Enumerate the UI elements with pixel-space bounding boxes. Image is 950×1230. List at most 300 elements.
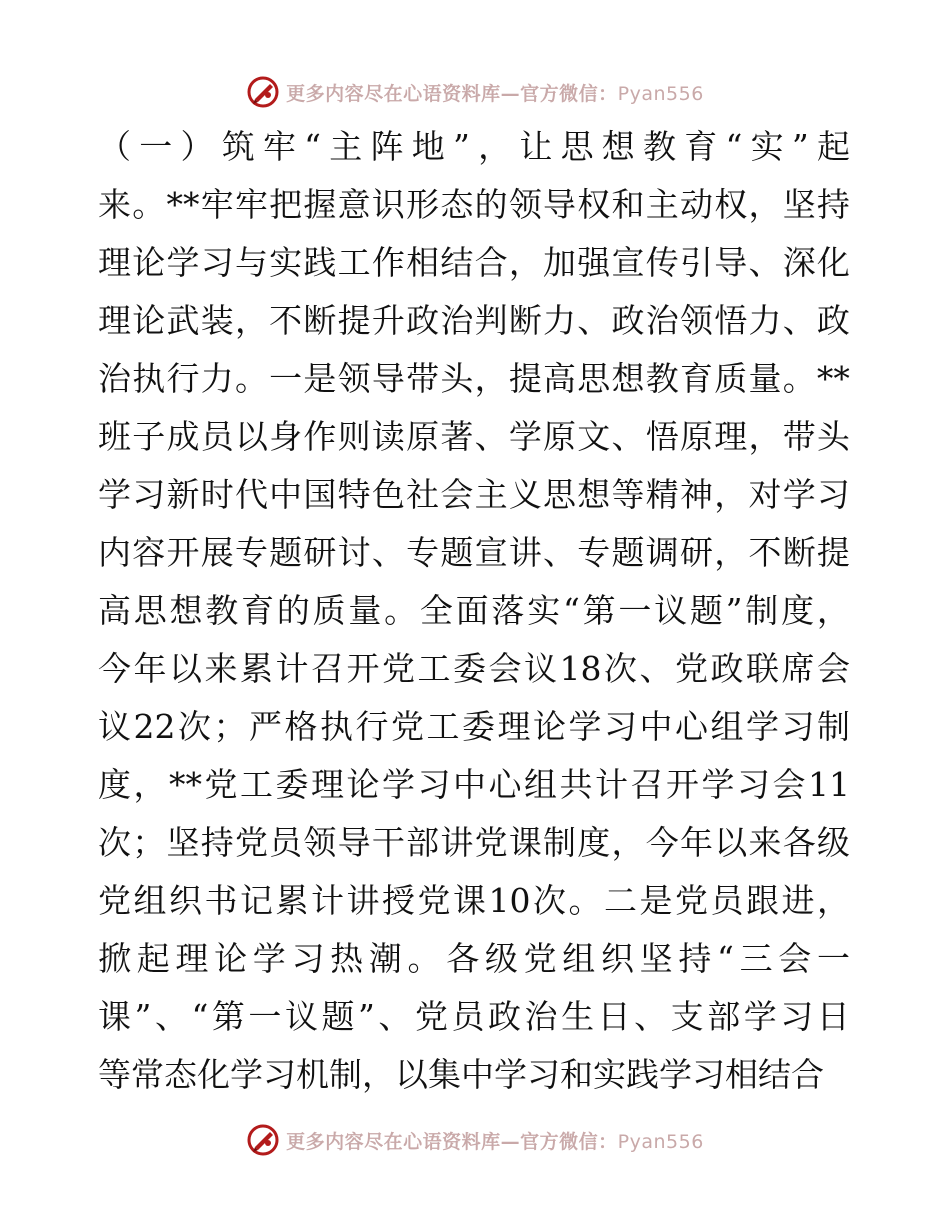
paragraph-char: 判 (474, 301, 508, 340)
paragraph-char: 各 (782, 823, 816, 862)
paragraph-line (98, 234, 850, 292)
paragraph-char: 学 (659, 1055, 692, 1094)
paragraph-line (98, 292, 850, 350)
paragraph-char: 教 (643, 127, 677, 166)
paragraph-char: 第 (582, 591, 616, 630)
paragraph-line (98, 582, 850, 640)
paragraph-char: 和 (560, 1055, 593, 1094)
paragraph-char: 组 (562, 939, 596, 978)
paragraph-char: 累 (240, 649, 273, 688)
paragraph-char: ， (816, 591, 850, 630)
paragraph-char: 的 (276, 591, 310, 630)
paragraph-char: 委 (453, 649, 486, 688)
paragraph-char: 机 (296, 1055, 329, 1094)
paragraph-char: 头 (440, 359, 474, 398)
paragraph-char: 、 (748, 243, 782, 282)
watermark-wechat-id: Pyan556 (617, 82, 704, 105)
paragraph-char: 实 (750, 127, 784, 166)
paragraph-char: 专 (406, 533, 440, 572)
paragraph-char: 会 (488, 649, 522, 688)
paragraph-char: 今 (645, 823, 679, 862)
paragraph-char: 书 (204, 881, 238, 920)
paragraph-char: 把 (269, 185, 303, 224)
paragraph-char: 育 (679, 359, 713, 398)
paragraph-char: 学 (230, 1055, 263, 1094)
paragraph-char: ** (816, 359, 850, 398)
paragraph-char: 治 (440, 301, 474, 340)
paragraph-char: 政 (488, 997, 521, 1036)
paragraph-char: ， (362, 1055, 395, 1094)
paragraph-char: 格 (284, 707, 318, 746)
document-body (98, 118, 850, 1104)
paragraph-char: 强 (577, 243, 611, 282)
paragraph-char: 开 (166, 533, 200, 572)
paragraph-char: 习 (132, 475, 166, 514)
paragraph-char: 习 (291, 939, 325, 978)
paragraph-char: 员 (269, 823, 303, 862)
paragraph-char: 化 (816, 243, 850, 282)
paragraph-char: 研 (679, 533, 713, 572)
paragraph-char: 员 (451, 997, 485, 1036)
paragraph-char: 中 (461, 1055, 494, 1094)
paragraph-char: 实 (269, 243, 303, 282)
paragraph-char: 严 (249, 707, 282, 746)
paragraph-char: 日 (816, 997, 850, 1036)
paragraph-char: 习 (780, 997, 814, 1036)
paragraph-char: 席 (781, 649, 815, 688)
paragraph-char: 习 (816, 475, 850, 514)
paragraph-char: 引 (679, 243, 713, 282)
paragraph-char: 党 (417, 881, 451, 920)
paragraph-char: 中 (453, 765, 486, 804)
paragraph-char: 度 (781, 591, 815, 630)
paragraph-char: 。 (132, 185, 166, 224)
paragraph-char: 一 (269, 359, 303, 398)
paragraph-char: 今 (98, 649, 131, 688)
paragraph-char: 、 (782, 301, 816, 340)
paragraph-char: 组 (710, 707, 744, 746)
paragraph-char: ， (748, 417, 782, 456)
paragraph-char: 委 (462, 707, 495, 746)
paragraph-char: 权 (577, 185, 611, 224)
paragraph-char: 学 (743, 997, 777, 1036)
paragraph-char: 一 (248, 997, 282, 1036)
paragraph-char: 武 (166, 301, 200, 340)
paragraph-char: 心 (675, 707, 708, 746)
paragraph-char: 神 (679, 475, 713, 514)
paragraph-char: 让 (519, 127, 553, 166)
watermark-inner (246, 75, 704, 109)
paragraph-char: 容 (132, 533, 166, 572)
paragraph-char: 主 (645, 185, 679, 224)
paragraph-char: 议 (654, 591, 688, 630)
paragraph-char: 论 (214, 939, 248, 978)
paragraph-char: 筑 (221, 127, 255, 166)
paragraph-char: 。 (407, 939, 441, 978)
paragraph-char: 治 (645, 301, 679, 340)
paragraph-line (98, 872, 850, 930)
paragraph-char: 日 (597, 997, 631, 1036)
paragraph-char: 讲 (508, 533, 542, 572)
paragraph-char: 党 (204, 765, 238, 804)
paragraph-char: 会 (772, 765, 806, 804)
paragraph-char: 一 (816, 939, 850, 978)
paragraph-char: 断 (508, 301, 542, 340)
paragraph-char: 召 (311, 649, 344, 688)
paragraph-char: 中 (639, 707, 673, 746)
paragraph-char: 度 (98, 765, 131, 804)
paragraph-char: ” (134, 997, 152, 1036)
paragraph-char: 提 (337, 301, 371, 340)
paragraph-char: 习 (417, 765, 451, 804)
paragraph-char: 带 (782, 417, 816, 456)
paragraph-char: 践 (626, 1055, 659, 1094)
paragraph-char: 领 (337, 359, 371, 398)
paragraph-char: ， (133, 765, 167, 804)
paragraph-char: 调 (645, 533, 679, 572)
paragraph-char: ， (748, 185, 782, 224)
paragraph-char: 党 (523, 939, 557, 978)
paragraph-char: 身 (269, 417, 303, 456)
paragraph-char: 织 (600, 939, 634, 978)
paragraph-char: 以 (169, 649, 202, 688)
paragraph-char: 结 (440, 243, 474, 282)
paragraph-char: 课 (453, 881, 486, 920)
paragraph-char: 不 (748, 533, 782, 572)
paragraph-char: 学 (98, 475, 131, 514)
paragraph-char: 生 (561, 997, 595, 1036)
paragraph-char: 党 (382, 649, 415, 688)
paragraph-char: 导 (337, 823, 371, 862)
paragraph-char: 领 (508, 185, 542, 224)
paragraph-char: 提 (508, 359, 542, 398)
paragraph-char: 量 (748, 359, 782, 398)
paragraph-line (98, 466, 850, 524)
paragraph-char: 持 (678, 939, 712, 978)
paragraph-char: 形 (406, 185, 440, 224)
paragraph-char: 开 (666, 765, 699, 804)
paragraph-char: 带 (406, 359, 440, 398)
paragraph-char: 特 (337, 475, 371, 514)
paragraph-char: 学 (701, 765, 735, 804)
header-watermark (0, 72, 950, 112)
paragraph-char: ， (611, 823, 645, 862)
paragraph-char: 年 (679, 823, 713, 862)
paragraph-char: 牢 (234, 185, 268, 224)
paragraph-line (98, 1046, 850, 1104)
paragraph-char: 记 (240, 881, 273, 920)
paragraph-char: 行 (355, 707, 389, 746)
paragraph-char: 、 (639, 649, 673, 688)
paragraph-char: 热 (330, 939, 364, 978)
paragraph-char: 原 (406, 417, 440, 456)
paragraph-char: 深 (782, 243, 816, 282)
paragraph-char: 牢 (262, 127, 296, 166)
paragraph-line (98, 814, 850, 872)
paragraph-char: 面 (455, 591, 489, 630)
watermark-brand: 更多内容尽在心语资料库—官方微信： (286, 82, 618, 105)
paragraph-char: 坚 (166, 823, 200, 862)
paragraph-char: 学 (166, 243, 200, 282)
paragraph-char: 想 (169, 591, 203, 630)
paragraph-char: 一 (139, 127, 173, 166)
paragraph-char: 、 (474, 417, 508, 456)
paragraph-char: 精 (645, 475, 679, 514)
paragraph-char: 次 (178, 707, 211, 746)
paragraph-char: 级 (484, 939, 518, 978)
paragraph-char: 展 (200, 533, 234, 572)
brand-logo-icon (246, 1123, 280, 1157)
paragraph-char: 思 (560, 127, 594, 166)
paragraph-char: 干 (371, 823, 405, 862)
paragraph-char: 意 (337, 185, 371, 224)
paragraph-char: 作 (371, 243, 405, 282)
paragraph-char: 不 (269, 301, 303, 340)
paragraph-char: 识 (371, 185, 405, 224)
paragraph-char: 领 (303, 823, 337, 862)
paragraph-line (98, 408, 850, 466)
paragraph-char: 育 (684, 127, 718, 166)
paragraph-char: 加 (543, 243, 577, 282)
paragraph-char: 主 (474, 475, 508, 514)
watermark-text (286, 79, 704, 106)
paragraph-char: 宣 (611, 243, 645, 282)
paragraph-char: 潮 (368, 939, 402, 978)
paragraph-line (98, 176, 850, 234)
paragraph-char: 常 (131, 1055, 164, 1094)
paragraph-char: ； (213, 707, 247, 746)
paragraph-char: 合 (791, 1055, 824, 1094)
paragraph-char: 议 (98, 707, 131, 746)
paragraph-char: 。 (234, 359, 268, 398)
paragraph-char: ， (474, 359, 508, 398)
paragraph-char: 心 (488, 765, 522, 804)
paragraph-char: 思 (577, 359, 611, 398)
paragraph-char: 思 (543, 475, 577, 514)
paragraph-char: 断 (303, 301, 337, 340)
paragraph-char: 是 (639, 881, 673, 920)
paragraph-char: 计 (595, 765, 628, 804)
paragraph-char: 党 (98, 881, 131, 920)
paragraph-line (98, 988, 850, 1046)
paragraph-char: 论 (533, 707, 566, 746)
paragraph-char: 思 (133, 591, 167, 630)
paragraph-char: 政 (611, 301, 645, 340)
paragraph-char: 高 (543, 359, 577, 398)
paragraph-char: 论 (346, 765, 380, 804)
footer-watermark (0, 1120, 950, 1160)
paragraph-char: 课 (98, 997, 131, 1036)
paragraph-char: 态 (164, 1055, 197, 1094)
paragraph-char: 来 (98, 185, 131, 224)
paragraph-char: 成 (166, 417, 200, 456)
paragraph-char: 。 (384, 591, 418, 630)
paragraph-char: 工 (337, 243, 371, 282)
paragraph-char: 化 (197, 1055, 230, 1094)
paragraph-char: ” (725, 591, 743, 630)
paragraph-char: 践 (303, 243, 337, 282)
brand-logo-icon (246, 75, 280, 109)
paragraph-char: 导 (714, 243, 748, 282)
paragraph-char: 班 (98, 417, 131, 456)
paragraph-char: 会 (778, 939, 812, 978)
paragraph-char: 高 (98, 591, 131, 630)
paragraph-char: ， (714, 533, 748, 572)
paragraph-char: 读 (371, 417, 405, 456)
paragraph-char: 会 (817, 649, 850, 688)
paragraph-char: 论 (132, 243, 166, 282)
paragraph-char: 掀 (98, 939, 131, 978)
paragraph-char: 级 (816, 823, 850, 862)
paragraph-char: 制 (543, 823, 577, 862)
paragraph-char: 习 (200, 243, 234, 282)
paragraph-line (98, 756, 850, 814)
paragraph-char: 政 (710, 649, 744, 688)
paragraph-char: 习 (692, 1055, 725, 1094)
paragraph-char: 理 (98, 301, 131, 340)
paragraph-char: 宣 (474, 533, 508, 572)
paragraph-char: 色 (371, 475, 405, 514)
paragraph-char: 相 (406, 243, 440, 282)
paragraph-char: 专 (577, 533, 611, 572)
paragraph-char: ） (180, 127, 214, 166)
paragraph-char: ” (358, 997, 375, 1036)
paragraph-char: 课 (508, 823, 542, 862)
paragraph-char: 想 (611, 359, 645, 398)
watermark-inner (246, 1123, 704, 1157)
paragraph-char: 落 (491, 591, 525, 630)
paragraph-char: 等 (611, 475, 645, 514)
paragraph-char: ** (169, 765, 202, 804)
paragraph-char: 治 (98, 359, 131, 398)
paragraph-char: 专 (234, 533, 268, 572)
paragraph-char: 相 (725, 1055, 758, 1094)
paragraph-char: 、 (378, 997, 412, 1036)
paragraph-char: 时 (200, 475, 234, 514)
paragraph-char: 导 (543, 185, 577, 224)
paragraph-char: 组 (133, 881, 167, 920)
paragraph-char: 讲 (346, 881, 380, 920)
paragraph-char: 共 (559, 765, 593, 804)
paragraph-char: 、 (154, 997, 188, 1036)
watermark-brand: 更多内容尽在心语资料库—官方微信： (286, 1130, 618, 1153)
paragraph-char: 党 (675, 881, 708, 920)
paragraph-char: 力 (200, 359, 234, 398)
paragraph-char: 累 (275, 881, 309, 920)
paragraph-char: ； (132, 823, 166, 862)
paragraph-char: 结 (758, 1055, 791, 1094)
paragraph-char: 党 (414, 997, 448, 1036)
paragraph-char: 装 (200, 301, 234, 340)
paragraph-char: 著 (440, 417, 474, 456)
paragraph-char: 以 (714, 823, 748, 862)
paragraph-char: 持 (200, 823, 234, 862)
paragraph-char: 理 (497, 707, 531, 746)
paragraph-char: “ (191, 997, 209, 1036)
paragraph-char: 跟 (746, 881, 779, 920)
paragraph-char: 习 (527, 1055, 560, 1094)
paragraph-char: 力 (748, 301, 782, 340)
paragraph-char: 是 (303, 359, 337, 398)
paragraph-char: 行 (166, 359, 200, 398)
paragraph-char: 理 (98, 243, 131, 282)
paragraph-char: 权 (714, 185, 748, 224)
paragraph-char: 制 (745, 591, 779, 630)
paragraph-char: 题 (440, 533, 474, 572)
paragraph-char: 育 (241, 591, 275, 630)
paragraph-char: 起 (136, 939, 170, 978)
paragraph-char: 集 (428, 1055, 461, 1094)
paragraph-char: 题 (321, 997, 355, 1036)
paragraph-char: 实 (527, 591, 561, 630)
paragraph-char: 力 (543, 301, 577, 340)
paragraph-char: 想 (577, 475, 611, 514)
paragraph-char: 头 (816, 417, 850, 456)
paragraph-char: 论 (132, 301, 166, 340)
paragraph-char: 学 (252, 939, 286, 978)
paragraph-char: 年 (133, 649, 167, 688)
paragraph-char: 理 (714, 417, 748, 456)
paragraph-char: 理 (311, 765, 344, 804)
paragraph-char: （ (98, 127, 131, 166)
paragraph-char: 牢 (200, 185, 234, 224)
paragraph-char: 传 (645, 243, 679, 282)
paragraph-char: 来 (204, 649, 238, 688)
paragraph-char: 和 (611, 185, 645, 224)
paragraph-char: 坚 (639, 939, 673, 978)
paragraph-char: 悟 (645, 417, 679, 456)
paragraph-char: 各 (446, 939, 480, 978)
paragraph-char: 织 (169, 881, 202, 920)
paragraph-char: 执 (132, 359, 166, 398)
paragraph-char: 学 (508, 417, 542, 456)
paragraph-char: 教 (205, 591, 239, 630)
paragraph-char: 制 (817, 707, 850, 746)
paragraph-char: 部 (707, 997, 741, 1036)
paragraph-char: 党 (391, 707, 424, 746)
paragraph-char: 支 (670, 997, 704, 1036)
paragraph-char: 子 (132, 417, 166, 456)
paragraph-char: 研 (303, 533, 337, 572)
paragraph-char: 题 (269, 533, 303, 572)
paragraph-char: 升 (371, 301, 405, 340)
paragraph-char: 则 (337, 417, 371, 456)
paragraph-char: 开 (346, 649, 380, 688)
paragraph-char: 学 (746, 707, 779, 746)
paragraph-char: 进 (781, 881, 815, 920)
paragraph-char: 义 (508, 475, 542, 514)
paragraph-char: 三 (739, 939, 773, 978)
paragraph-char: 、 (634, 997, 668, 1036)
paragraph-char: 治 (524, 997, 558, 1036)
paragraph-char: 联 (746, 649, 779, 688)
paragraph-char: 习 (737, 765, 770, 804)
paragraph-char: 断 (782, 533, 816, 572)
paragraph-char: 阵 (370, 127, 404, 166)
paragraph-char: 、 (577, 301, 611, 340)
paragraph-char: 学 (782, 475, 816, 514)
paragraph-char: 党 (234, 823, 268, 862)
paragraph-char: 与 (234, 243, 268, 282)
paragraph-char: 执 (320, 707, 353, 746)
paragraph-char: 合 (474, 243, 508, 282)
paragraph-char: 员 (200, 417, 234, 456)
paragraph-char: 党 (474, 823, 508, 862)
paragraph-char: 动 (679, 185, 713, 224)
paragraph-char: 题 (611, 533, 645, 572)
paragraph-char: 来 (748, 823, 782, 862)
paragraph-char: “ (562, 591, 580, 630)
